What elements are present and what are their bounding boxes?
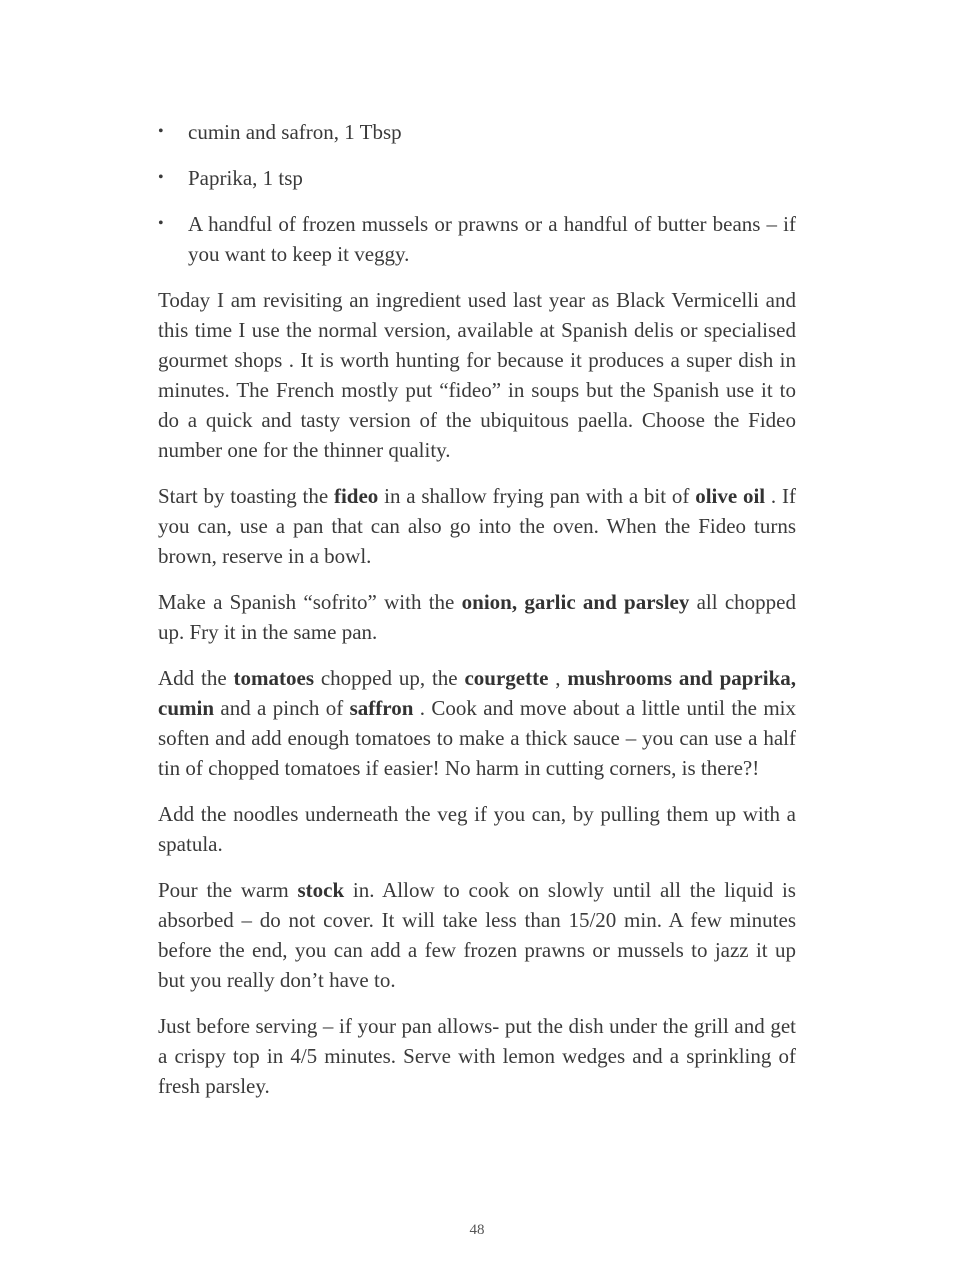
paragraph-text: Make a Spanish “sofrito” with the — [158, 590, 462, 614]
paragraph-text: Just before serving – if your pan allows- put the dish under the grill and get a crispy top in 4/5 minutes. Serve with lemon wedges and a sprinkling of fresh parsley. — [158, 1014, 796, 1098]
bold-ingredient: tomatoes — [233, 666, 315, 690]
ingredient-text: Paprika, 1 tsp — [188, 166, 303, 190]
recipe-page-body — [158, 117, 796, 1117]
bold-ingredient: onion, garlic and parsley — [461, 590, 690, 614]
list-item — [158, 209, 796, 269]
body-paragraph — [158, 481, 796, 571]
body-paragraph — [158, 663, 796, 783]
paragraph-text: chopped up, the — [314, 666, 465, 690]
list-item — [158, 163, 796, 193]
bold-ingredient: courgette — [464, 666, 549, 690]
body-paragraph — [158, 587, 796, 647]
paragraph-text: Pour the warm — [158, 878, 298, 902]
paragraph-text: and a pinch of — [214, 696, 350, 720]
paragraph-text: . Cook and move about a little until the mix soften and add enough tomatoes to make a thick sauce – you can use a half tin of chopped tomatoes if easier! No harm in cutting corners, is there?! — [158, 696, 797, 780]
bullet-icon: • — [158, 123, 164, 140]
bold-ingredient: saffron — [349, 696, 414, 720]
paragraph-text: Start by toasting the — [158, 484, 334, 508]
body-paragraph — [158, 875, 796, 995]
bold-ingredient: mushrooms and paprika, cumin — [158, 666, 797, 720]
paragraph-text: Add the noodles underneath the veg if you can, by pulling them up with a spatula. — [158, 802, 796, 856]
paragraph-text: in a shallow frying pan with a bit of — [378, 484, 696, 508]
ingredient-list — [158, 117, 796, 269]
bold-ingredient: fideo — [333, 484, 379, 508]
paragraph-text: . If you can, use a pan that can also go into the oven. When the Fideo turns brown, reserve in a bowl. — [158, 484, 796, 568]
paragraph-text: Add the — [158, 666, 234, 690]
paragraph-text: , — [548, 666, 568, 690]
body-paragraph — [158, 1011, 796, 1101]
bullet-icon: • — [158, 215, 164, 232]
paragraph-text: all chopped up. Fry it in the same pan. — [158, 590, 796, 644]
method-paragraphs — [158, 285, 796, 1101]
list-item — [158, 117, 796, 147]
body-paragraph — [158, 799, 796, 859]
bold-ingredient: stock — [297, 878, 345, 902]
paragraph-text: Today I am revisiting an ingredient used last year as Black Vermicelli and this time I use the normal version, available at Spanish delis or specialised gourmet shops . It is worth hunting for because it produces a super dish in minutes. The French mostly put “fideo” in soups but the Spanish use it to do a quick and tasty version of the ubiquitous paella. Choose the Fideo number one for the thinner quality. — [158, 288, 796, 462]
page-number: 48 — [469, 1222, 485, 1238]
bullet-icon: • — [158, 169, 164, 186]
ingredient-text: A handful of frozen mussels or prawns or a handful of butter beans – if you want to keep it veggy. — [188, 212, 796, 266]
ingredient-text: cumin and safron, 1 Tbsp — [188, 120, 402, 144]
body-paragraph — [158, 285, 796, 465]
paragraph-text: in. Allow to cook on slowly until all the liquid is absorbed – do not cover. It will take less than 15/20 min. A few minutes before the end, you can add a few frozen prawns or mussels to jazz it up but you really don’t have to. — [158, 878, 796, 992]
bold-ingredient: olive oil — [695, 484, 766, 508]
